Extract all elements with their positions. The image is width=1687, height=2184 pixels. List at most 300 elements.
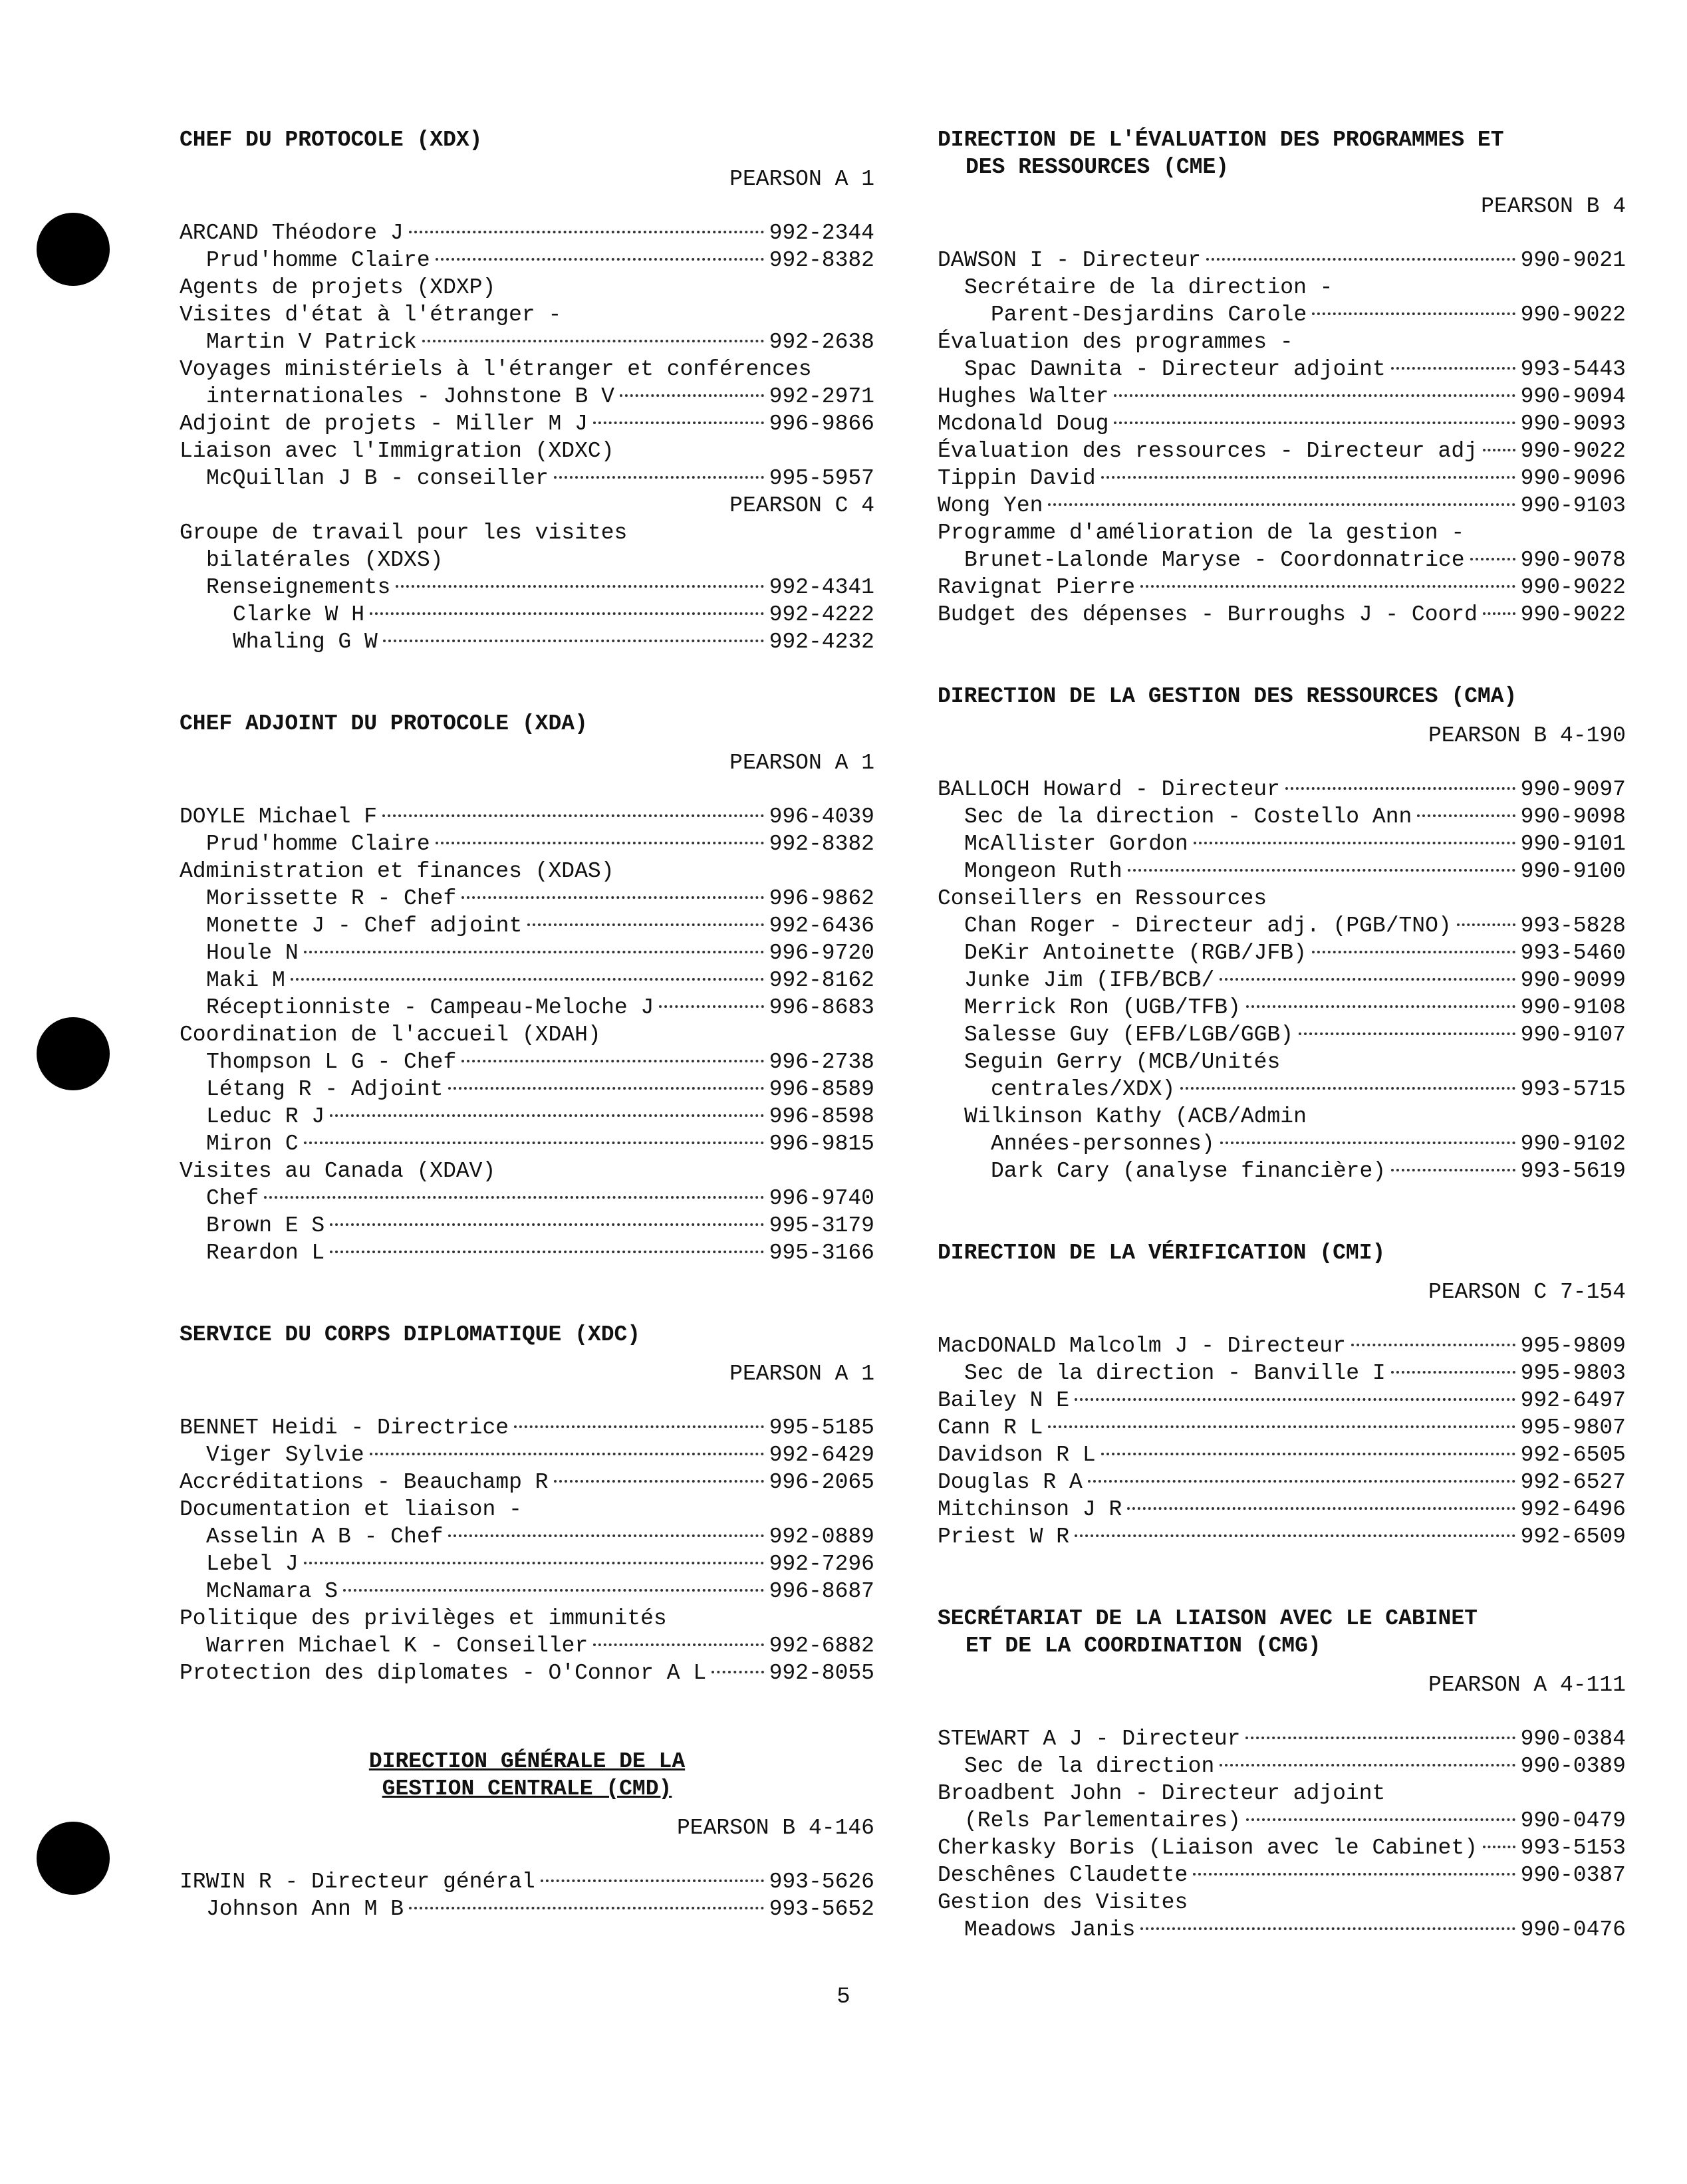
section-title-line: DIRECTION DE L'ÉVALUATION DES PROGRAMMES ET bbox=[938, 128, 1504, 152]
directory-entry bbox=[938, 1332, 1626, 1360]
entry-name: Prud'homme Claire bbox=[206, 248, 430, 273]
section-title-line: CHEF ADJOINT DU PROTOCOLE (XDA) bbox=[180, 711, 588, 736]
entry-name: Mongeon Ruth bbox=[964, 859, 1122, 884]
dot-leader bbox=[1220, 978, 1515, 981]
directory-entry bbox=[180, 1048, 874, 1076]
entry-name: Évaluation des programmes - bbox=[938, 330, 1293, 354]
entry-name: Leduc R J bbox=[206, 1104, 325, 1129]
section-title bbox=[180, 710, 874, 737]
entry-name: Cann R L bbox=[938, 1415, 1043, 1440]
entry-name: STEWART A J - Directeur bbox=[938, 1727, 1241, 1751]
directory-entry bbox=[938, 1862, 1626, 1889]
directory-entry bbox=[180, 1550, 874, 1578]
entry-phone: 993-5652 bbox=[769, 1897, 874, 1921]
directory-entry bbox=[938, 301, 1626, 328]
dot-leader bbox=[422, 340, 764, 342]
entry-phone: 996-9720 bbox=[769, 941, 874, 965]
dot-leader bbox=[1140, 585, 1515, 588]
dot-leader bbox=[593, 1643, 763, 1646]
section-title-line: DIRECTION GÉNÉRALE DE LA bbox=[368, 1749, 686, 1774]
entry-phone: 990-0384 bbox=[1520, 1727, 1626, 1751]
directory-entry bbox=[938, 1523, 1626, 1550]
dot-leader bbox=[330, 1251, 763, 1253]
entry-name: Renseignements bbox=[206, 575, 391, 600]
directory-entry bbox=[180, 574, 874, 601]
entry-name: Lebel J bbox=[206, 1552, 299, 1576]
entry-name: DOYLE Michael F bbox=[180, 804, 378, 829]
section-title bbox=[180, 126, 874, 154]
directory-entry bbox=[938, 1441, 1626, 1469]
entry-name: Warren Michael K - Conseiller bbox=[206, 1634, 588, 1658]
entry-name: Junke Jim (IFB/BCB/ bbox=[964, 968, 1215, 993]
entry-phone: 990-0389 bbox=[1520, 1754, 1626, 1778]
entry-phone: 990-9107 bbox=[1520, 1023, 1626, 1047]
dot-leader bbox=[712, 1671, 763, 1673]
dot-leader bbox=[1391, 367, 1515, 370]
dot-leader bbox=[1457, 923, 1515, 926]
entry-phone: 995-3166 bbox=[769, 1241, 874, 1265]
directory-entry bbox=[938, 383, 1626, 410]
directory-entry bbox=[180, 1103, 874, 1130]
section-title-line-2: ET DE LA COORDINATION (CMG) bbox=[966, 1634, 1321, 1658]
entry-phone: 992-8382 bbox=[769, 248, 874, 273]
dot-leader bbox=[370, 1453, 764, 1455]
entry-phone: 993-5619 bbox=[1520, 1159, 1626, 1183]
entry-phone: 993-5626 bbox=[769, 1870, 874, 1894]
directory-entry bbox=[180, 967, 874, 994]
entry-name: Visites au Canada (XDAV) bbox=[180, 1159, 496, 1183]
dot-leader bbox=[1245, 1737, 1515, 1739]
dot-leader bbox=[436, 842, 764, 844]
entry-phone: 992-4222 bbox=[769, 602, 874, 627]
entry-phone: 992-4341 bbox=[769, 575, 874, 600]
entry-name: DeKir Antoinette (RGB/JFB) bbox=[964, 941, 1307, 965]
entry-phone: 996-4039 bbox=[769, 804, 874, 829]
directory-entry bbox=[938, 1780, 1626, 1807]
directory-entry bbox=[180, 1895, 874, 1923]
punch-hole-bottom bbox=[37, 1822, 110, 1895]
dot-leader bbox=[1220, 1764, 1515, 1766]
entry-name: BALLOCH Howard - Directeur bbox=[938, 777, 1280, 802]
directory-entry bbox=[180, 885, 874, 912]
directory-entry bbox=[938, 1753, 1626, 1780]
entry-name: Maki M bbox=[206, 968, 285, 993]
page-number: 5 bbox=[837, 1985, 850, 2010]
directory-entry bbox=[938, 601, 1626, 628]
section-title bbox=[938, 126, 1626, 181]
section-title-line-2: GESTION CENTRALE (CMD) bbox=[382, 1776, 672, 1801]
entry-phone: 992-2638 bbox=[769, 330, 874, 354]
dot-leader bbox=[1312, 951, 1515, 953]
section-location: PEARSON C 7-154 bbox=[1428, 1280, 1626, 1304]
entry-phone: 990-9097 bbox=[1520, 777, 1626, 802]
directory-entry bbox=[938, 247, 1626, 274]
entry-phone: 990-9078 bbox=[1520, 548, 1626, 572]
entry-name: Chef bbox=[206, 1186, 259, 1211]
dot-leader bbox=[1483, 449, 1515, 451]
entry-name: internationales - Johnstone B V bbox=[206, 384, 614, 409]
entry-phone: 992-6527 bbox=[1520, 1470, 1626, 1495]
section-location: PEARSON A 1 bbox=[729, 751, 874, 775]
entry-name: Létang R - Adjoint bbox=[206, 1077, 444, 1102]
entry-name: Voyages ministériels à l'étranger et conférences bbox=[180, 357, 812, 382]
dot-leader bbox=[304, 1562, 764, 1564]
directory-entry bbox=[938, 912, 1626, 939]
entry-name: PEARSON C 4 bbox=[729, 493, 874, 518]
dot-leader bbox=[620, 394, 764, 397]
directory-entry bbox=[180, 247, 874, 274]
entry-phone: 990-9022 bbox=[1520, 575, 1626, 600]
entry-name: Protection des diplomates - O'Connor A L bbox=[180, 1661, 707, 1685]
entry-phone: 996-8598 bbox=[769, 1104, 874, 1129]
dot-leader bbox=[1075, 1398, 1515, 1401]
directory-entry bbox=[938, 465, 1626, 492]
section-title-line: SECRÉTARIAT DE LA LIAISON AVEC LE CABINET bbox=[938, 1606, 1478, 1631]
entry-name: Prud'homme Claire bbox=[206, 832, 430, 856]
directory-entry bbox=[938, 1414, 1626, 1441]
entry-name: Wong Yen bbox=[938, 493, 1043, 518]
directory-section bbox=[938, 1605, 1626, 1943]
entry-name: Administration et finances (XDAS) bbox=[180, 859, 614, 884]
entry-name: Budget des dépenses - Burroughs J - Coord bbox=[938, 602, 1478, 627]
entry-phone: 990-0476 bbox=[1520, 1917, 1626, 1942]
entry-name: Mcdonald Doug bbox=[938, 412, 1109, 436]
directory-entry bbox=[180, 1185, 874, 1212]
directory-entry bbox=[180, 274, 874, 301]
entry-name: Monette J - Chef adjoint bbox=[206, 913, 523, 938]
directory-entry bbox=[180, 1578, 874, 1605]
dot-leader bbox=[1140, 1927, 1515, 1930]
entry-name: Évaluation des ressources - Directeur adj bbox=[938, 439, 1478, 463]
directory-entry bbox=[938, 1157, 1626, 1185]
entry-phone: 990-9096 bbox=[1520, 466, 1626, 491]
dot-leader bbox=[382, 814, 764, 817]
dot-leader bbox=[330, 1223, 763, 1226]
dot-leader bbox=[304, 951, 764, 953]
entry-name: Cherkasky Boris (Liaison avec le Cabinet) bbox=[938, 1836, 1478, 1860]
entry-phone: 996-9862 bbox=[769, 886, 874, 911]
dot-leader bbox=[409, 231, 764, 233]
directory-entry bbox=[938, 410, 1626, 437]
entry-name: Morissette R - Chef bbox=[206, 886, 457, 911]
entry-name: Reardon L bbox=[206, 1241, 325, 1265]
directory-entry bbox=[938, 885, 1626, 912]
directory-entry bbox=[938, 1130, 1626, 1157]
section-title bbox=[938, 1239, 1626, 1267]
directory-entry bbox=[938, 1021, 1626, 1048]
entry-phone: 995-5957 bbox=[769, 466, 874, 491]
dot-leader bbox=[1220, 1142, 1515, 1144]
entry-name: Années-personnes) bbox=[991, 1132, 1215, 1156]
dot-leader bbox=[436, 258, 764, 261]
entry-phone: 990-9100 bbox=[1520, 859, 1626, 884]
entry-name: Parent-Desjardins Carole bbox=[991, 303, 1307, 327]
entry-phone: 990-9021 bbox=[1520, 248, 1626, 273]
section-location: PEARSON A 1 bbox=[729, 1362, 874, 1386]
entry-name: Salesse Guy (EFB/LGB/GGB) bbox=[964, 1023, 1294, 1047]
directory-entry bbox=[180, 301, 874, 328]
directory-entry bbox=[938, 1387, 1626, 1414]
section-title bbox=[180, 1741, 874, 1802]
dot-leader bbox=[1193, 1873, 1515, 1876]
dot-leader bbox=[659, 1005, 763, 1008]
directory-entry bbox=[938, 1725, 1626, 1753]
dot-leader bbox=[448, 1087, 763, 1090]
dot-leader bbox=[514, 1425, 763, 1428]
dot-leader bbox=[1128, 869, 1515, 872]
entry-name: McAllister Gordon bbox=[964, 832, 1188, 856]
section-location: PEARSON A 4-111 bbox=[1428, 1673, 1626, 1697]
entry-phone: 995-9807 bbox=[1520, 1415, 1626, 1440]
dot-leader bbox=[1206, 258, 1515, 261]
entry-name: Clarke W H bbox=[233, 602, 365, 627]
entry-phone: 992-6496 bbox=[1520, 1497, 1626, 1522]
entry-name: Conseillers en Ressources bbox=[938, 886, 1267, 911]
entry-phone: 993-5443 bbox=[1520, 357, 1626, 382]
entry-name: Deschênes Claudette bbox=[938, 1863, 1188, 1887]
directory-entry bbox=[180, 1157, 874, 1185]
directory-entry bbox=[180, 328, 874, 356]
dot-leader bbox=[1299, 1032, 1515, 1035]
section-location: PEARSON A 1 bbox=[729, 167, 874, 191]
directory-entry bbox=[938, 492, 1626, 519]
entry-phone: 992-8055 bbox=[769, 1661, 874, 1685]
punch-hole-top bbox=[37, 213, 110, 286]
entry-name: Merrick Ron (UGB/TFB) bbox=[964, 995, 1241, 1020]
entry-name: Priest W R bbox=[938, 1524, 1070, 1549]
right-column bbox=[938, 126, 1626, 1998]
entry-phone: 995-5185 bbox=[769, 1415, 874, 1440]
entry-phone: 993-5153 bbox=[1520, 1836, 1626, 1860]
entry-phone: 990-9022 bbox=[1520, 439, 1626, 463]
dot-leader bbox=[1101, 476, 1515, 479]
section-title bbox=[180, 1321, 874, 1348]
section-title bbox=[938, 683, 1626, 710]
entry-phone: 990-9108 bbox=[1520, 995, 1626, 1020]
entry-name: Groupe de travail pour les visites bbox=[180, 521, 628, 545]
directory-entry bbox=[180, 1212, 874, 1239]
directory-entry bbox=[938, 1807, 1626, 1834]
dot-leader bbox=[1483, 612, 1515, 615]
directory-entry bbox=[180, 1441, 874, 1469]
entry-name: MacDONALD Malcolm J - Directeur bbox=[938, 1334, 1346, 1358]
entry-name: Asselin A B - Chef bbox=[206, 1524, 444, 1549]
directory-entry bbox=[938, 967, 1626, 994]
entry-phone: 993-5828 bbox=[1520, 913, 1626, 938]
directory-entry bbox=[180, 912, 874, 939]
dot-leader bbox=[461, 896, 763, 899]
directory-section bbox=[180, 126, 874, 656]
left-column bbox=[180, 126, 874, 1977]
directory-entry bbox=[180, 1632, 874, 1659]
dot-leader bbox=[304, 1142, 764, 1144]
directory-entry bbox=[938, 1048, 1626, 1076]
entry-name: Seguin Gerry (MCB/Unités bbox=[964, 1050, 1281, 1074]
entry-phone: 992-6882 bbox=[769, 1634, 874, 1658]
entry-phone: 996-9815 bbox=[769, 1132, 874, 1156]
entry-name: Liaison avec l'Immigration (XDXC) bbox=[180, 439, 614, 463]
entry-phone: 992-8162 bbox=[769, 968, 874, 993]
directory-entry bbox=[180, 939, 874, 967]
directory-entry bbox=[180, 994, 874, 1021]
dot-leader bbox=[1194, 842, 1515, 844]
dot-leader bbox=[1391, 1169, 1515, 1171]
dot-leader bbox=[554, 476, 764, 479]
directory-entry bbox=[938, 1103, 1626, 1130]
entry-phone: 992-6497 bbox=[1520, 1388, 1626, 1413]
entry-phone: 990-9101 bbox=[1520, 832, 1626, 856]
section-location: PEARSON B 4-146 bbox=[676, 1816, 874, 1840]
directory-entry bbox=[180, 383, 874, 410]
entry-phone: 995-9803 bbox=[1520, 1361, 1626, 1386]
directory-entry bbox=[180, 858, 874, 885]
directory-section bbox=[938, 1239, 1626, 1550]
directory-entry bbox=[938, 574, 1626, 601]
entry-phone: 992-7296 bbox=[769, 1552, 874, 1576]
directory-entry bbox=[180, 410, 874, 437]
entry-name: Wilkinson Kathy (ACB/Admin bbox=[964, 1104, 1307, 1129]
dot-leader bbox=[1127, 1507, 1515, 1510]
entry-name: McNamara S bbox=[206, 1579, 338, 1604]
directory-entry bbox=[180, 1076, 874, 1103]
entry-phone: 992-2344 bbox=[769, 221, 874, 245]
entry-name: Mitchinson J R bbox=[938, 1497, 1122, 1522]
dot-leader bbox=[541, 1880, 764, 1882]
entry-phone: 990-9099 bbox=[1520, 968, 1626, 993]
entry-name: BENNET Heidi - Directrice bbox=[180, 1415, 509, 1440]
section-location: PEARSON B 4 bbox=[1481, 194, 1626, 219]
entry-name: Brunet-Lalonde Maryse - Coordonnatrice bbox=[964, 548, 1465, 572]
entry-name: Sec de la direction - Costello Ann bbox=[964, 804, 1412, 829]
directory-entry bbox=[180, 219, 874, 247]
entry-name: Visites d'état à l'étranger - bbox=[180, 303, 562, 327]
directory-entry bbox=[938, 437, 1626, 465]
entry-name: Spac Dawnita - Directeur adjoint bbox=[964, 357, 1386, 382]
directory-entry bbox=[180, 1021, 874, 1048]
entry-phone: 990-9098 bbox=[1520, 804, 1626, 829]
dot-leader bbox=[1285, 787, 1515, 790]
entry-name: Ravignat Pierre bbox=[938, 575, 1136, 600]
directory-entry bbox=[180, 628, 874, 656]
dot-leader bbox=[527, 923, 763, 926]
entry-name: Thompson L G - Chef bbox=[206, 1050, 457, 1074]
directory-section bbox=[938, 683, 1626, 1185]
directory-entry bbox=[938, 858, 1626, 885]
directory-entry bbox=[938, 274, 1626, 301]
dot-leader bbox=[291, 978, 764, 981]
directory-entry bbox=[180, 492, 874, 519]
section-title-line: CHEF DU PROTOCOLE (XDX) bbox=[180, 128, 483, 152]
entry-name: bilatérales (XDXS) bbox=[206, 548, 444, 572]
dot-leader bbox=[554, 1480, 764, 1483]
dot-leader bbox=[1048, 1425, 1515, 1428]
directory-entry bbox=[180, 830, 874, 858]
entry-phone: 993-5715 bbox=[1520, 1077, 1626, 1102]
entry-phone: 995-3179 bbox=[769, 1213, 874, 1238]
dot-leader bbox=[1088, 1480, 1515, 1483]
entry-name: Sec de la direction - Banville I bbox=[964, 1361, 1386, 1386]
directory-section bbox=[180, 710, 874, 1267]
dot-leader bbox=[396, 585, 763, 588]
directory-section bbox=[180, 1741, 874, 1923]
directory-entry bbox=[938, 994, 1626, 1021]
directory-entry bbox=[938, 1076, 1626, 1103]
directory-entry bbox=[180, 1496, 874, 1523]
entry-name: Accréditations - Beauchamp R bbox=[180, 1470, 549, 1495]
directory-entry bbox=[938, 546, 1626, 574]
entry-name: Houle N bbox=[206, 941, 299, 965]
entry-name: McQuillan J B - conseiller bbox=[206, 466, 549, 491]
directory-entry bbox=[180, 803, 874, 830]
directory-section bbox=[938, 126, 1626, 628]
dot-leader bbox=[1114, 422, 1515, 424]
dot-leader bbox=[264, 1196, 763, 1199]
entry-phone: 990-9093 bbox=[1520, 412, 1626, 436]
entry-name: Coordination de l'accueil (XDAH) bbox=[180, 1023, 601, 1047]
directory-entry bbox=[938, 1916, 1626, 1943]
dot-leader bbox=[370, 612, 764, 615]
entry-name: DAWSON I - Directeur bbox=[938, 248, 1202, 273]
entry-phone: 996-2738 bbox=[769, 1050, 874, 1074]
dot-leader bbox=[1101, 1453, 1515, 1455]
entry-phone: 990-9102 bbox=[1520, 1132, 1626, 1156]
dot-leader bbox=[1417, 814, 1515, 817]
dot-leader bbox=[1351, 1344, 1515, 1346]
entry-phone: 990-9094 bbox=[1520, 384, 1626, 409]
dot-leader bbox=[1180, 1087, 1515, 1090]
section-title bbox=[938, 1605, 1626, 1659]
directory-entry bbox=[938, 776, 1626, 803]
entry-name: Secrétaire de la direction - bbox=[964, 275, 1333, 300]
entry-name: Miron C bbox=[206, 1132, 299, 1156]
entry-name: Martin V Patrick bbox=[206, 330, 417, 354]
entry-name: Douglas R A bbox=[938, 1470, 1083, 1495]
entry-name: Documentation et liaison - bbox=[180, 1497, 522, 1522]
directory-entry bbox=[938, 1496, 1626, 1523]
directory-entry bbox=[180, 546, 874, 574]
entry-name: centrales/XDX) bbox=[991, 1077, 1176, 1102]
entry-phone: 996-8589 bbox=[769, 1077, 874, 1102]
directory-entry bbox=[938, 1834, 1626, 1862]
dot-leader bbox=[409, 1907, 764, 1909]
directory-entry bbox=[180, 465, 874, 492]
directory-entry bbox=[938, 1889, 1626, 1916]
section-title-line: SERVICE DU CORPS DIPLOMATIQUE (XDC) bbox=[180, 1322, 641, 1347]
entry-phone: 990-9022 bbox=[1520, 602, 1626, 627]
entry-phone: 995-9809 bbox=[1520, 1334, 1626, 1358]
entry-name: Meadows Janis bbox=[964, 1917, 1136, 1942]
entry-name: Politique des privilèges et immunités bbox=[180, 1606, 667, 1631]
entry-phone: 996-9866 bbox=[769, 412, 874, 436]
entry-name: Broadbent John - Directeur adjoint bbox=[938, 1781, 1386, 1806]
directory-entry bbox=[180, 1469, 874, 1496]
entry-phone: 990-0479 bbox=[1520, 1808, 1626, 1833]
entry-name: Programme d'amélioration de la gestion - bbox=[938, 521, 1465, 545]
dot-leader bbox=[1075, 1534, 1515, 1537]
directory-entry bbox=[180, 437, 874, 465]
entry-name: Dark Cary (analyse financière) bbox=[991, 1159, 1386, 1183]
entry-name: Bailey N E bbox=[938, 1388, 1070, 1413]
directory-entry bbox=[180, 1239, 874, 1267]
entry-phone: 992-8382 bbox=[769, 832, 874, 856]
dot-leader bbox=[1470, 558, 1515, 560]
dot-leader bbox=[343, 1589, 764, 1592]
dot-leader bbox=[1483, 1846, 1515, 1848]
dot-leader bbox=[1246, 1005, 1515, 1008]
directory-section bbox=[180, 1321, 874, 1687]
entry-phone: 990-0387 bbox=[1520, 1863, 1626, 1887]
entry-name: Johnson Ann M B bbox=[206, 1897, 404, 1921]
